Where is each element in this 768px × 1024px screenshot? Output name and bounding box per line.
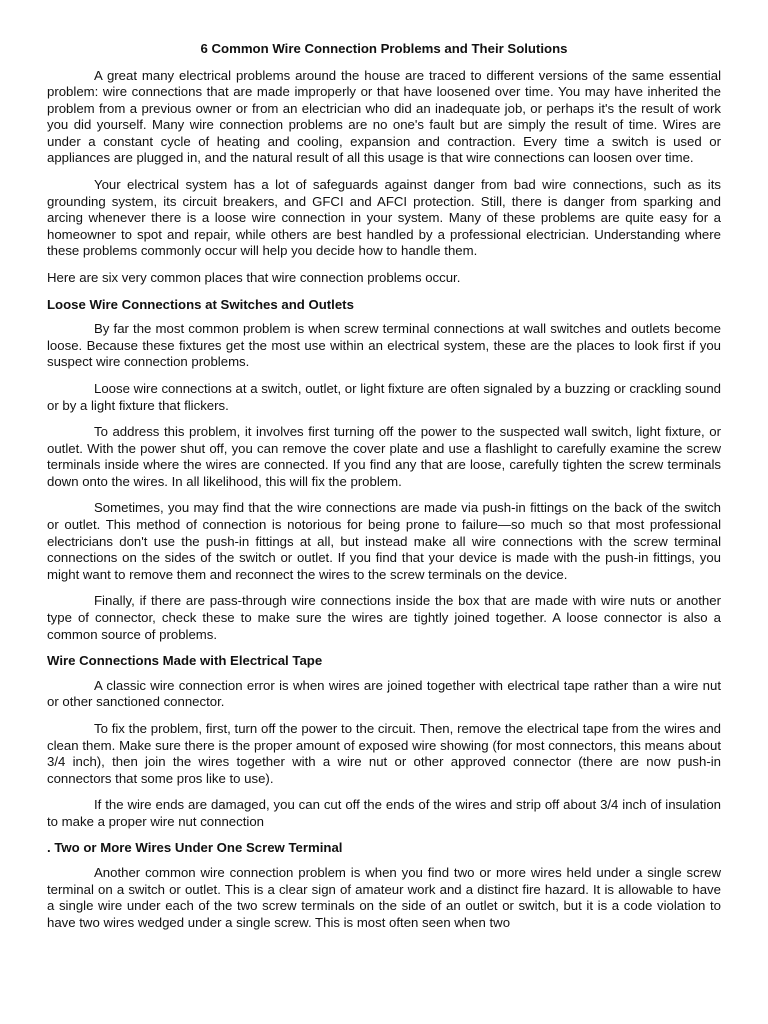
section-heading: . Two or More Wires Under One Screw Terminal xyxy=(47,840,343,856)
body-paragraph: Another common wire connection problem is when you find two or more wires held under a single screw terminal on a switch or outlet. This is a clear sign of amateur work and a distinct fire hazard. It is allowable to have a single wire under each of the two screw terminals on the side of an outlet or switch, but it is a code violation to have two wires wedged under a single screw. This is most often seen when two xyxy=(47,864,721,930)
document-title: 6 Common Wire Connection Problems and Their Solutions xyxy=(200,41,568,56)
intro-paragraph: A great many electrical problems around the house are traced to different versions of the same essential problem: wire connections that are made improperly or that have loosened over time. You may have inherited the problem from a previous owner or from an electrician who did an inadequate job, or perhaps it's the result of work you did yourself. Many wire connection problems are no one's fault but are simply the result of time. Wires are under a constant cycle of heating and cooling, expansion and contraction. Every time a switch is used or appliances are plugged in, and the natural result of all this usage is that wire connections can loosen over time. xyxy=(47,67,721,166)
section-heading: Loose Wire Connections at Switches and Outlets xyxy=(47,296,354,312)
section-heading: Wire Connections Made with Electrical Tape xyxy=(47,653,323,669)
body-paragraph: Loose wire connections at a switch, outlet, or light fixture are often signaled by a buzzing or crackling sound or by a light fixture that flickers. xyxy=(47,380,721,413)
body-paragraph: To address this problem, it involves first turning off the power to the suspected wall switch, light fixture, or outlet. With the power shut off, you can remove the cover plate and use a flashlight to carefully examine the screw terminals inside where the wires are connected. If you find any that are loose, carefully tighten the screw terminals down onto the wires. In all likelihood, this will fix the problem. xyxy=(47,424,721,489)
body-paragraph: A classic wire connection error is when wires are joined together with electrical tape rather than a wire nut or other sanctioned connector. xyxy=(47,677,721,710)
body-paragraph: Finally, if there are pass-through wire connections inside the box that are made with wire nuts or another type of connector, check these to make sure the wires are tightly joined together. A loose connector is also a common source of problems. xyxy=(47,593,721,642)
body-paragraph: Sometimes, you may find that the wire connections are made via push-in fittings on the back of the switch or outlet. This method of connection is notorious for being prone to failure—so much so that most professional electricians don't use the push-in fittings at all, but instead make all wire connections with the screw terminal connections on the sides of the switch or outlet. If you find that your device is made with the push-in fittings, you might want to remove them and reconnect the wires to the screw terminals on the device. xyxy=(47,500,721,582)
body-paragraph: If the wire ends are damaged, you can cut off the ends of the wires and strip off about 3/4 inch of insulation to make a proper wire nut connection xyxy=(47,797,721,829)
lead-in-paragraph: Here are six very common places that wire connection problems occur. xyxy=(47,270,461,286)
body-paragraph: By far the most common problem is when screw terminal connections at wall switches and outlets become loose. Because these fixtures get the most use within an electrical system, these are the places to look first if you suspect wire connection problems. xyxy=(47,321,721,370)
body-paragraph: To fix the problem, first, turn off the power to the circuit. Then, remove the electrical tape from the wires and clean them. Make sure there is the proper amount of exposed wire showing (for most connectors, this means about 3/4 inch), then join the wires together with a wire nut or other approved connector (there are now push-in connectors that some pros like to use). xyxy=(47,720,721,786)
intro-paragraph: Your electrical system has a lot of safeguards against danger from bad wire connections, such as its grounding system, its circuit breakers, and GFCI and AFCI protection. Still, there is danger from sparking and arcing whenever there is a loose wire connection in your system. Many of these problems are quite easy for a homeowner to spot and repair, while others are best handled by a professional electrician. Understanding where these problems commonly occur will help you decide how to handle them. xyxy=(47,177,721,259)
